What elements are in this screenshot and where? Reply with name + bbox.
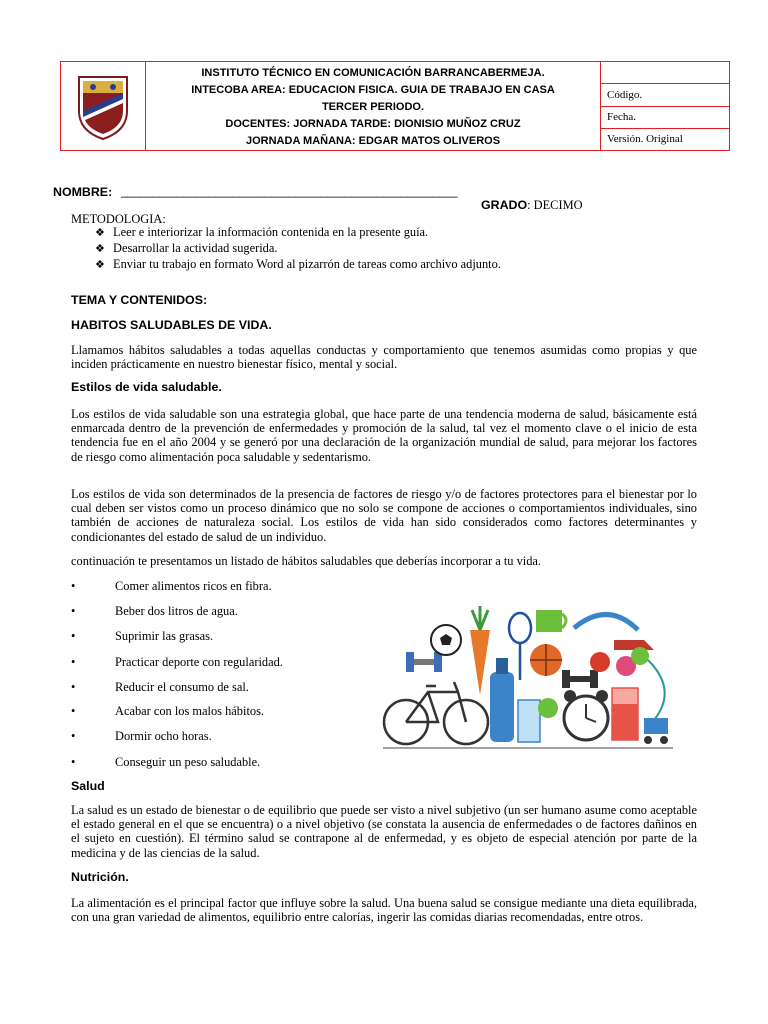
roller-skate-icon bbox=[644, 718, 668, 744]
tema-subheading: HABITOS SALUDABLES DE VIDA. bbox=[71, 318, 272, 332]
healthy-lifestyle-illustration bbox=[378, 600, 678, 760]
water-bottle-icon bbox=[490, 658, 514, 742]
basketball-icon bbox=[530, 644, 562, 676]
salud-paragraph: La salud es un estado de bienestar o de equilibrio que puede ser visto a nivel subjetivo (un ser humano asume como aceptable el estado general en el que se encuentra) o a nivel objetivo (se constata la ausencia de enfermedades o de factores dañinos en el sujeto en cuestión). El término salud se contrapone al de enfermedad, y es objeto de especial atención por parte de la medicina y de las ciencias de la salud. bbox=[71, 803, 697, 860]
apple-icon bbox=[538, 698, 558, 718]
nombre-label: NOMBRE: bbox=[53, 185, 113, 199]
header-table bbox=[60, 61, 730, 151]
meta-codigo: Código. bbox=[601, 84, 729, 106]
bicycle-icon bbox=[384, 682, 488, 744]
grado-field bbox=[481, 198, 583, 213]
diamond-bullet-icon: ❖ bbox=[95, 227, 105, 239]
school-logo-cell bbox=[61, 62, 146, 150]
juice-glass-icon bbox=[612, 688, 638, 740]
header-line-4: DOCENTES: JORNADA TARDE: DIONISIO MUÑOZ CRUZ bbox=[225, 118, 521, 130]
header-line-3: TERCER PERIODO. bbox=[321, 101, 425, 113]
metodologia-item: ❖ Enviar tu trabajo en formato Word al pizarrón de tareas como archivo adjunto. bbox=[95, 257, 501, 271]
estilos-heading: Estilos de vida saludable. bbox=[71, 380, 222, 394]
estilos-paragraph-2: Los estilos de vida son determinados de la presencia de factores de riesgo y/o de factores protectores para el bienestar por lo cual deben ser vistos como un proceso dinámico que no solo se compone de acciones o comportamientos individuales, sino también de acciones de naturaleza social. Los estilos de vida han sido considerados como factores determinantes y condicionantes del estado de salud de un individuo. bbox=[71, 487, 697, 544]
metodologia-item: ❖ Desarrollar la actividad sugerida. bbox=[95, 241, 278, 255]
nutricion-heading: Nutrición. bbox=[71, 870, 129, 884]
estilos-paragraph-3: continuación te presentamos un listado de hábitos saludables que deberías incorporar a tu vida. bbox=[71, 554, 542, 568]
carrot-icon bbox=[470, 606, 490, 695]
tema-intro: Llamamos hábitos saludables a todas aquellas conductas y comportamiento que tenemos asumidas como propias y que inciden prácticamente en nuestro bienestar físico, mental y social. bbox=[71, 343, 697, 372]
meta-fecha: Fecha. bbox=[601, 107, 729, 129]
diamond-bullet-icon: ❖ bbox=[95, 243, 105, 255]
jump-rope-icon bbox=[648, 660, 665, 720]
header-line-2: INTECOBA AREA: EDUCACION FISICA. GUIA DE TRABAJO EN CASA bbox=[191, 84, 555, 96]
header-line-1: INSTITUTO TÉCNICO EN COMUNICACIÓN BARRANCABERMEJA. bbox=[201, 67, 545, 79]
header-title-block bbox=[146, 62, 601, 150]
dumbbell-icon bbox=[406, 652, 442, 672]
grado-label: GRADO bbox=[481, 198, 528, 212]
nutricion-paragraph: La alimentación es el principal factor que influye sobre la salud. Una buena salud se consigue mediante una dieta equilibrada, con una gran variedad de alimentos, equilibrio entre calorías, ingerir las comidas diarias recomendadas, entre otros. bbox=[71, 896, 697, 925]
tennis-racket-icon bbox=[509, 613, 531, 680]
header-line-5: JORNADA MAÑANA: EDGAR MATOS OLIVEROS bbox=[246, 135, 501, 147]
broccoli-icon bbox=[631, 647, 649, 665]
nombre-line: ______________________________________________________ bbox=[121, 184, 458, 198]
grado-value: : DECIMO bbox=[527, 198, 583, 212]
sneaker-icon bbox=[614, 640, 654, 650]
header-meta-cell bbox=[601, 62, 729, 150]
tema-heading: TEMA Y CONTENIDOS: bbox=[71, 293, 208, 307]
metodologia-list bbox=[95, 225, 501, 273]
metodologia-title: METODOLOGIA: bbox=[71, 212, 166, 226]
diamond-bullet-icon: ❖ bbox=[95, 259, 105, 271]
school-shield-logo bbox=[75, 71, 131, 141]
metodologia-item: ❖ Leer e interiorizar la información contenida en la presente guía. bbox=[95, 225, 429, 239]
water-glass-icon bbox=[518, 700, 540, 742]
dumbbell-icon bbox=[562, 670, 598, 688]
soccer-ball-icon bbox=[431, 625, 461, 655]
meta-blank bbox=[601, 62, 729, 84]
meta-version: Versión. Original bbox=[607, 133, 683, 146]
measuring-tape-icon bbox=[574, 614, 638, 630]
alarm-clock-icon bbox=[564, 690, 608, 740]
mug-icon bbox=[536, 610, 566, 632]
estilos-paragraph-1: Los estilos de vida saludable son una estrategia global, que hace parte de una tendencia moderna de salud, básicamente está enmarcada dentro de la prevención de enfermedades y promoción de la salud, tal vez el momento clave o el inicio de esta tendencia fue en el año 2004 y se generó por una declaración de la organización mundial de salud, para mejorar los factores de riesgo como alimentación poca saludable y sedentarismo. bbox=[71, 407, 697, 464]
tomato-icon bbox=[590, 652, 610, 672]
salud-heading: Salud bbox=[71, 779, 105, 793]
